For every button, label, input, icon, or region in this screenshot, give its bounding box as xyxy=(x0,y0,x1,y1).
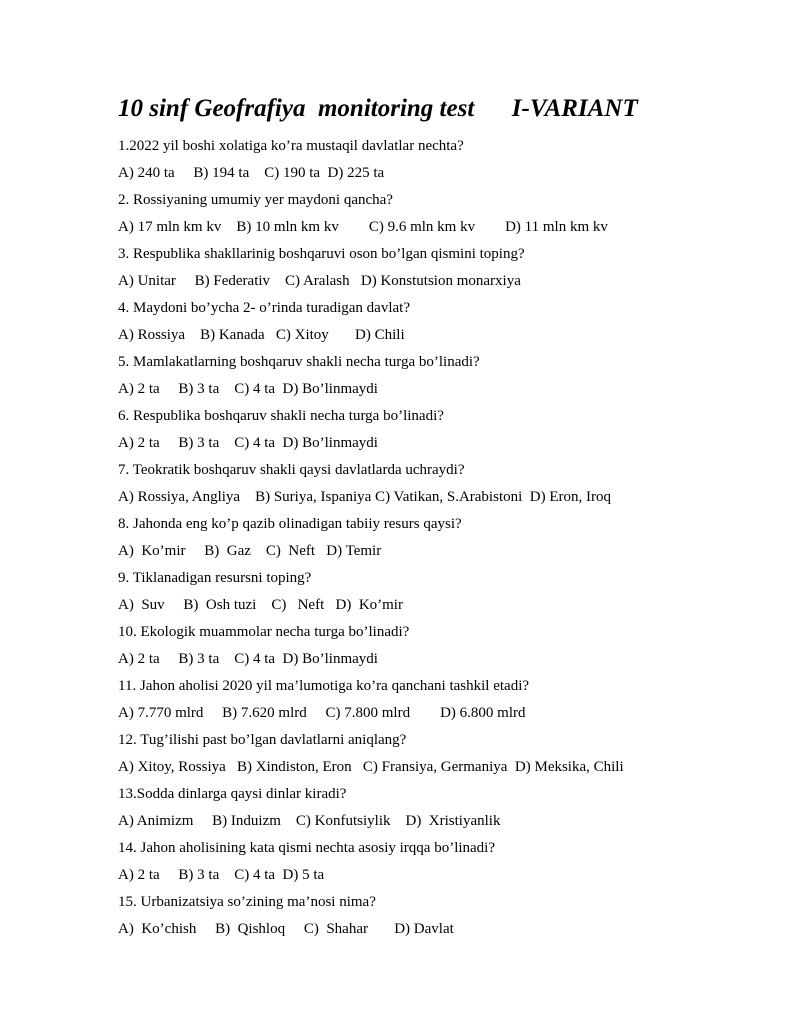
answer-options: A) Animizm B) Induizm C) Konfutsiylik D) Xristiyanlik xyxy=(118,813,501,829)
document-title: 10 sinf Geofrafiya monitoring test I-VARIANT xyxy=(118,95,638,122)
question-text: 8. Jahonda eng ko’p qazib olinadigan tabiiy resurs qaysi? xyxy=(118,516,462,532)
answer-options: A) 2 ta B) 3 ta C) 4 ta D) Bo’linmaydi xyxy=(118,381,378,397)
question-block xyxy=(118,403,778,457)
answer-options: A) 17 mln km kv B) 10 mln km kv C) 9.6 mln km kv D) 11 mln km kv xyxy=(118,219,608,235)
answer-options: A) 2 ta B) 3 ta C) 4 ta D) Bo’linmaydi xyxy=(118,651,378,667)
answer-options: A) Ko’mir B) Gaz C) Neft D) Temir xyxy=(118,543,382,559)
question-block xyxy=(118,727,778,781)
question-block xyxy=(118,889,778,943)
answer-options: A) Suv B) Osh tuzi C) Neft D) Ko’mir xyxy=(118,597,403,613)
answer-options: A) 2 ta B) 3 ta C) 4 ta D) 5 ta xyxy=(118,867,325,883)
answer-options: A) Xitoy, Rossiya B) Xindiston, Eron C) Fransiya, Germaniya D) Meksika, Chili xyxy=(118,759,624,775)
question-block xyxy=(118,187,778,241)
answer-options: A) Unitar B) Federativ C) Aralash D) Konstutsion monarxiya xyxy=(118,273,521,289)
answer-options: A) 7.770 mlrd B) 7.620 mlrd C) 7.800 mlrd D) 6.800 mlrd xyxy=(118,705,526,721)
question-text: 1.2022 yil boshi xolatiga ko’ra mustaqil davlatlar nechta? xyxy=(118,138,464,154)
question-text: 10. Ekologik muammolar necha turga bo’linadi? xyxy=(118,624,410,640)
answer-options: A) 2 ta B) 3 ta C) 4 ta D) Bo’linmaydi xyxy=(118,435,378,451)
question-block xyxy=(118,241,778,295)
question-block xyxy=(118,133,778,187)
document-page xyxy=(118,94,778,943)
question-block xyxy=(118,457,778,511)
question-text: 11. Jahon aholisi 2020 yil ma’lumotiga ko’ra qanchani tashkil etadi? xyxy=(118,678,530,694)
question-text: 6. Respublika boshqaruv shakli necha turga bo’linadi? xyxy=(118,408,444,424)
question-block xyxy=(118,619,778,673)
answer-options: A) Rossiya B) Kanada C) Xitoy D) Chili xyxy=(118,327,405,343)
question-text: 3. Respublika shakllarinig boshqaruvi oson bo’lgan qismini toping? xyxy=(118,246,525,262)
question-block xyxy=(118,511,778,565)
question-text: 5. Mamlakatlarning boshqaruv shakli necha turga bo’linadi? xyxy=(118,354,480,370)
question-block xyxy=(118,781,778,835)
question-text: 15. Urbanizatsiya so’zining ma’nosi nima? xyxy=(118,894,376,910)
answer-options: A) Rossiya, Angliya B) Suriya, Ispaniya C) Vatikan, S.Arabistoni D) Eron, Iroq xyxy=(118,489,612,505)
answer-options: A) 240 ta B) 194 ta C) 190 ta D) 225 ta xyxy=(118,165,385,181)
question-block xyxy=(118,565,778,619)
question-text: 13.Sodda dinlarga qaysi dinlar kiradi? xyxy=(118,786,347,802)
question-block xyxy=(118,673,778,727)
question-text: 12. Tug’ilishi past bo’lgan davlatlarni aniqlang? xyxy=(118,732,407,748)
answer-options: A) Ko’chish B) Qishloq C) Shahar D) Davlat xyxy=(118,921,454,937)
question-block xyxy=(118,349,778,403)
question-text: 4. Maydoni bo’ycha 2- o’rinda turadigan davlat? xyxy=(118,300,410,316)
question-text: 7. Teokratik boshqaruv shakli qaysi davlatlarda uchraydi? xyxy=(118,462,465,478)
question-block xyxy=(118,835,778,889)
question-block xyxy=(118,295,778,349)
question-text: 2. Rossiyaning umumiy yer maydoni qancha? xyxy=(118,192,393,208)
question-text: 9. Tiklanadigan resursni toping? xyxy=(118,570,312,586)
question-text: 14. Jahon aholisining kata qismi nechta asosiy irqqa bo’linadi? xyxy=(118,840,496,856)
